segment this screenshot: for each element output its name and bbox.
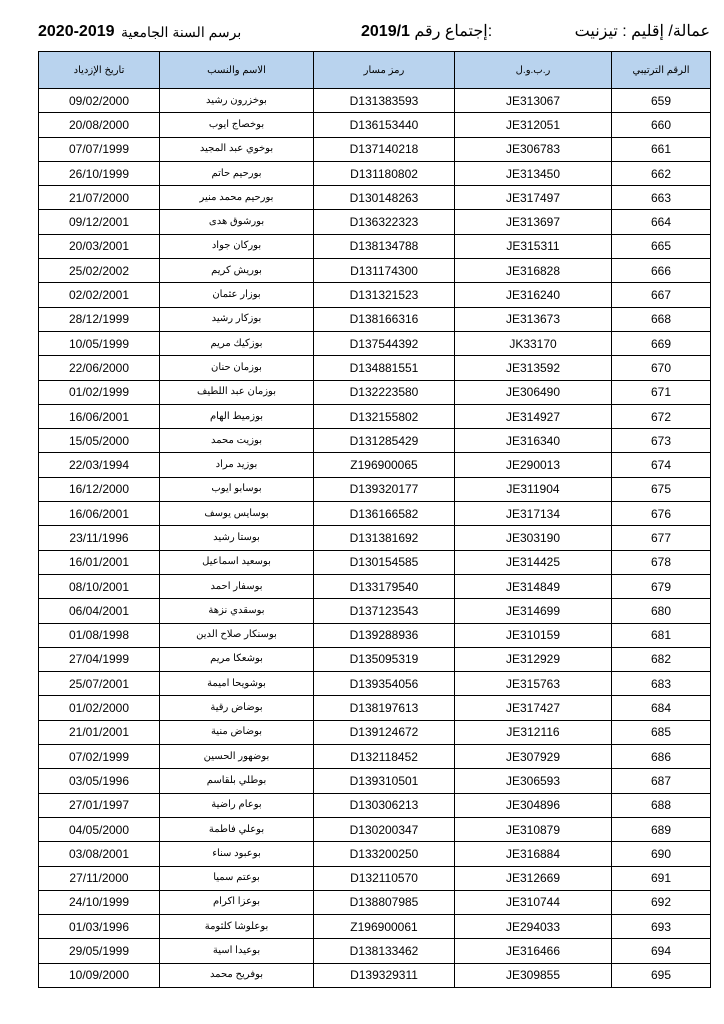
cell-massar: D134881551	[314, 356, 455, 380]
cell-name: بوسعيد اسماعيل	[160, 550, 314, 574]
page-header	[38, 20, 710, 44]
cell-cin: JE313697	[455, 210, 612, 234]
cell-number: 688	[612, 793, 711, 817]
cell-name: بوزمان حنان	[160, 356, 314, 380]
cell-birthdate: 28/12/1999	[39, 307, 160, 331]
cell-number: 687	[612, 769, 711, 793]
cell-massar: D136153440	[314, 113, 455, 137]
cell-number: 678	[612, 550, 711, 574]
cell-massar: D138134788	[314, 234, 455, 258]
cell-name: بوزميط الهام	[160, 404, 314, 428]
meeting-info	[361, 20, 492, 44]
cell-birthdate: 07/07/1999	[39, 137, 160, 161]
cell-number: 691	[612, 866, 711, 890]
cell-birthdate: 25/07/2001	[39, 672, 160, 696]
cell-number: 673	[612, 429, 711, 453]
cell-massar: D138807985	[314, 890, 455, 914]
table-row	[39, 429, 711, 453]
table-row	[39, 380, 711, 404]
cell-massar: D131321523	[314, 283, 455, 307]
cell-cin: JE312116	[455, 720, 612, 744]
cell-cin: JE314699	[455, 599, 612, 623]
cell-cin: JE312669	[455, 866, 612, 890]
cell-number: 661	[612, 137, 711, 161]
cell-name: بوطلي بلقاسم	[160, 769, 314, 793]
cell-number: 692	[612, 890, 711, 914]
cell-birthdate: 01/08/1998	[39, 623, 160, 647]
table-row	[39, 356, 711, 380]
academic-year: 2020-2019	[38, 23, 115, 40]
cell-name: بوشعكا مريم	[160, 647, 314, 671]
table-row	[39, 866, 711, 890]
cell-name: بوضهور الحسين	[160, 745, 314, 769]
cell-birthdate: 03/08/2001	[39, 842, 160, 866]
cell-number: 671	[612, 380, 711, 404]
cell-birthdate: 20/08/2000	[39, 113, 160, 137]
table-row	[39, 890, 711, 914]
cell-birthdate: 16/06/2001	[39, 404, 160, 428]
cell-birthdate: 01/02/1999	[39, 380, 160, 404]
cell-number: 677	[612, 526, 711, 550]
table-row	[39, 963, 711, 987]
cell-cin: JE311904	[455, 477, 612, 501]
table-row	[39, 817, 711, 841]
cell-name: بوريش كريم	[160, 259, 314, 283]
cell-cin: JE309855	[455, 963, 612, 987]
cell-birthdate: 27/11/2000	[39, 866, 160, 890]
cell-cin: JE312051	[455, 113, 612, 137]
cell-massar: D130148263	[314, 186, 455, 210]
cell-massar: D132110570	[314, 866, 455, 890]
table-row	[39, 502, 711, 526]
cell-massar: D131174300	[314, 259, 455, 283]
cell-birthdate: 07/02/1999	[39, 745, 160, 769]
cell-name: بوعلي فاطمة	[160, 817, 314, 841]
cell-name: بوخصاج ايوب	[160, 113, 314, 137]
cell-massar: D138197613	[314, 696, 455, 720]
cell-number: 670	[612, 356, 711, 380]
cell-number: 686	[612, 745, 711, 769]
cell-number: 660	[612, 113, 711, 137]
cell-birthdate: 23/11/1996	[39, 526, 160, 550]
cell-massar: D138166316	[314, 307, 455, 331]
meeting-number: 2019/1	[361, 23, 410, 40]
cell-cin: JE313592	[455, 356, 612, 380]
cell-massar: D136322323	[314, 210, 455, 234]
cell-birthdate: 24/10/1999	[39, 890, 160, 914]
region-label: عمالة/ إقليم : تيزنيت	[574, 23, 710, 40]
cell-name: بوزيد مراد	[160, 453, 314, 477]
table-row	[39, 331, 711, 355]
cell-number: 668	[612, 307, 711, 331]
cell-name: بورحيم محمد منير	[160, 186, 314, 210]
cell-number: 690	[612, 842, 711, 866]
cell-birthdate: 25/02/2002	[39, 259, 160, 283]
cell-cin: JE317134	[455, 502, 612, 526]
table-row	[39, 453, 711, 477]
cell-cin: JE314849	[455, 574, 612, 598]
cell-massar: D137544392	[314, 331, 455, 355]
table-row	[39, 307, 711, 331]
cell-name: بوضاض منية	[160, 720, 314, 744]
cell-birthdate: 16/12/2000	[39, 477, 160, 501]
cell-birthdate: 22/06/2000	[39, 356, 160, 380]
table-body	[39, 89, 711, 988]
cell-massar: D139288936	[314, 623, 455, 647]
table-row	[39, 210, 711, 234]
cell-name: بوزكيك مريم	[160, 331, 314, 355]
cell-cin: JE313067	[455, 89, 612, 113]
cell-birthdate: 06/04/2001	[39, 599, 160, 623]
cell-cin: JE306593	[455, 769, 612, 793]
cell-number: 689	[612, 817, 711, 841]
table-row	[39, 526, 711, 550]
cell-name: بوخوي عبد المجيد	[160, 137, 314, 161]
cell-name: بوستا رشيد	[160, 526, 314, 550]
cell-cin: JE316828	[455, 259, 612, 283]
cell-birthdate: 20/03/2001	[39, 234, 160, 258]
cell-cin: JE316884	[455, 842, 612, 866]
cell-number: 693	[612, 915, 711, 939]
cell-massar: D130154585	[314, 550, 455, 574]
cell-massar: D139124672	[314, 720, 455, 744]
cell-number: 680	[612, 599, 711, 623]
cell-cin: JE304896	[455, 793, 612, 817]
table-row	[39, 939, 711, 963]
cell-name: بوعلوشا كلثومة	[160, 915, 314, 939]
table-row	[39, 113, 711, 137]
table-row	[39, 720, 711, 744]
cell-number: 675	[612, 477, 711, 501]
meeting-label: إجتماع رقم:	[414, 23, 493, 40]
cell-name: بوسقدي نزهة	[160, 599, 314, 623]
table-row	[39, 550, 711, 574]
cell-name: بورحيم حاتم	[160, 161, 314, 185]
cell-number: 667	[612, 283, 711, 307]
cell-birthdate: 16/06/2001	[39, 502, 160, 526]
cell-number: 679	[612, 574, 711, 598]
cell-cin: JE294033	[455, 915, 612, 939]
cell-cin: JE290013	[455, 453, 612, 477]
cell-cin: JE312929	[455, 647, 612, 671]
cell-massar: D130200347	[314, 817, 455, 841]
cell-number: 684	[612, 696, 711, 720]
cell-name: بوضاض رقية	[160, 696, 314, 720]
cell-name: بوعزا اكرام	[160, 890, 314, 914]
table-row	[39, 283, 711, 307]
cell-birthdate: 15/05/2000	[39, 429, 160, 453]
cell-massar: D133179540	[314, 574, 455, 598]
table-row	[39, 745, 711, 769]
cell-name: بوسابو ايوب	[160, 477, 314, 501]
cell-massar: D138133462	[314, 939, 455, 963]
cell-cin: JE315311	[455, 234, 612, 258]
cell-cin: JE316340	[455, 429, 612, 453]
table-row	[39, 259, 711, 283]
table-row	[39, 404, 711, 428]
cell-cin: JE313673	[455, 307, 612, 331]
table-header-row	[39, 52, 711, 89]
cell-number: 676	[612, 502, 711, 526]
col-header-massar: رمز مسار	[314, 52, 455, 89]
cell-massar: D131383593	[314, 89, 455, 113]
cell-number: 664	[612, 210, 711, 234]
cell-number: 695	[612, 963, 711, 987]
cell-cin: JE315763	[455, 672, 612, 696]
cell-number: 666	[612, 259, 711, 283]
cell-cin: JE306490	[455, 380, 612, 404]
cell-birthdate: 03/05/1996	[39, 769, 160, 793]
cell-massar: D132118452	[314, 745, 455, 769]
cell-name: بوزكار رشيد	[160, 307, 314, 331]
cell-birthdate: 02/02/2001	[39, 283, 160, 307]
cell-number: 669	[612, 331, 711, 355]
col-header-birthdate: تاريخ الإزدياد	[39, 52, 160, 89]
cell-birthdate: 01/03/1996	[39, 915, 160, 939]
cell-name: بورشوق هدى	[160, 210, 314, 234]
cell-number: 681	[612, 623, 711, 647]
cell-name: بوعبود سناء	[160, 842, 314, 866]
academic-year-label: برسم السنة الجامعية	[121, 24, 242, 40]
table-row	[39, 623, 711, 647]
cell-massar: D130306213	[314, 793, 455, 817]
cell-number: 662	[612, 161, 711, 185]
cell-name: بوزمان عبد اللطيف	[160, 380, 314, 404]
table-row	[39, 186, 711, 210]
table-row	[39, 161, 711, 185]
cell-cin: JE310879	[455, 817, 612, 841]
cell-massar: D135095319	[314, 647, 455, 671]
cell-cin: JE303190	[455, 526, 612, 550]
table-row	[39, 89, 711, 113]
table-row	[39, 915, 711, 939]
cell-cin: JE313450	[455, 161, 612, 185]
cell-cin: JK33170	[455, 331, 612, 355]
cell-massar: D136166582	[314, 502, 455, 526]
table-row	[39, 793, 711, 817]
cell-massar: D133200250	[314, 842, 455, 866]
cell-number: 682	[612, 647, 711, 671]
table-row	[39, 672, 711, 696]
cell-birthdate: 21/07/2000	[39, 186, 160, 210]
cell-number: 683	[612, 672, 711, 696]
cell-cin: JE314927	[455, 404, 612, 428]
cell-massar: Z196900061	[314, 915, 455, 939]
cell-number: 694	[612, 939, 711, 963]
cell-cin: JE316240	[455, 283, 612, 307]
cell-birthdate: 01/02/2000	[39, 696, 160, 720]
cell-name: بوسنكار صلاح الدين	[160, 623, 314, 647]
cell-massar: D131381692	[314, 526, 455, 550]
cell-birthdate: 27/01/1997	[39, 793, 160, 817]
table-row	[39, 234, 711, 258]
cell-name: بوزيت محمد	[160, 429, 314, 453]
table-row	[39, 696, 711, 720]
cell-birthdate: 09/12/2001	[39, 210, 160, 234]
cell-number: 685	[612, 720, 711, 744]
cell-name: بوخزرون رشيد	[160, 89, 314, 113]
cell-number: 663	[612, 186, 711, 210]
cell-birthdate: 29/05/1999	[39, 939, 160, 963]
cell-cin: JE316466	[455, 939, 612, 963]
table-row	[39, 599, 711, 623]
cell-massar: D137123543	[314, 599, 455, 623]
table-row	[39, 842, 711, 866]
cell-name: بوشويحا اميمة	[160, 672, 314, 696]
cell-name: بوركان جواد	[160, 234, 314, 258]
table-row	[39, 477, 711, 501]
cell-massar: D139329311	[314, 963, 455, 987]
cell-massar: D137140218	[314, 137, 455, 161]
cell-birthdate: 04/05/2000	[39, 817, 160, 841]
cell-name: بوعيدا اسية	[160, 939, 314, 963]
cell-name: بوفريح محمد	[160, 963, 314, 987]
cell-number: 672	[612, 404, 711, 428]
cell-name: بوسايس يوسف	[160, 502, 314, 526]
table-row	[39, 769, 711, 793]
cell-cin: JE310159	[455, 623, 612, 647]
cell-massar: D132155802	[314, 404, 455, 428]
cell-number: 674	[612, 453, 711, 477]
cell-birthdate: 22/03/1994	[39, 453, 160, 477]
cell-number: 659	[612, 89, 711, 113]
table-row	[39, 574, 711, 598]
cell-cin: JE317497	[455, 186, 612, 210]
col-header-number: الرقم الترتيبي	[612, 52, 711, 89]
col-header-name: الاسم والنسب	[160, 52, 314, 89]
cell-cin: JE307929	[455, 745, 612, 769]
cell-cin: JE314425	[455, 550, 612, 574]
cell-massar: D132223580	[314, 380, 455, 404]
cell-massar: D139320177	[314, 477, 455, 501]
cell-name: بوعام راضية	[160, 793, 314, 817]
cell-massar: Z196900065	[314, 453, 455, 477]
cell-birthdate: 27/04/1999	[39, 647, 160, 671]
cell-massar: D139310501	[314, 769, 455, 793]
cell-name: بوزار عثمان	[160, 283, 314, 307]
cell-cin: JE317427	[455, 696, 612, 720]
cell-birthdate: 26/10/1999	[39, 161, 160, 185]
cell-birthdate: 10/09/2000	[39, 963, 160, 987]
table-row	[39, 647, 711, 671]
cell-birthdate: 21/01/2001	[39, 720, 160, 744]
cell-massar: D131180802	[314, 161, 455, 185]
cell-birthdate: 10/05/1999	[39, 331, 160, 355]
cell-name: بوعتم سميا	[160, 866, 314, 890]
cell-massar: D131285429	[314, 429, 455, 453]
col-header-cin: ر.ب.و.ل	[455, 52, 612, 89]
table-row	[39, 137, 711, 161]
cell-birthdate: 16/01/2001	[39, 550, 160, 574]
cell-birthdate: 09/02/2000	[39, 89, 160, 113]
cell-massar: D139354056	[314, 672, 455, 696]
cell-cin: JE310744	[455, 890, 612, 914]
cell-birthdate: 08/10/2001	[39, 574, 160, 598]
cell-name: بوسفار احمد	[160, 574, 314, 598]
students-table	[38, 51, 711, 988]
cell-number: 665	[612, 234, 711, 258]
cell-cin: JE306783	[455, 137, 612, 161]
